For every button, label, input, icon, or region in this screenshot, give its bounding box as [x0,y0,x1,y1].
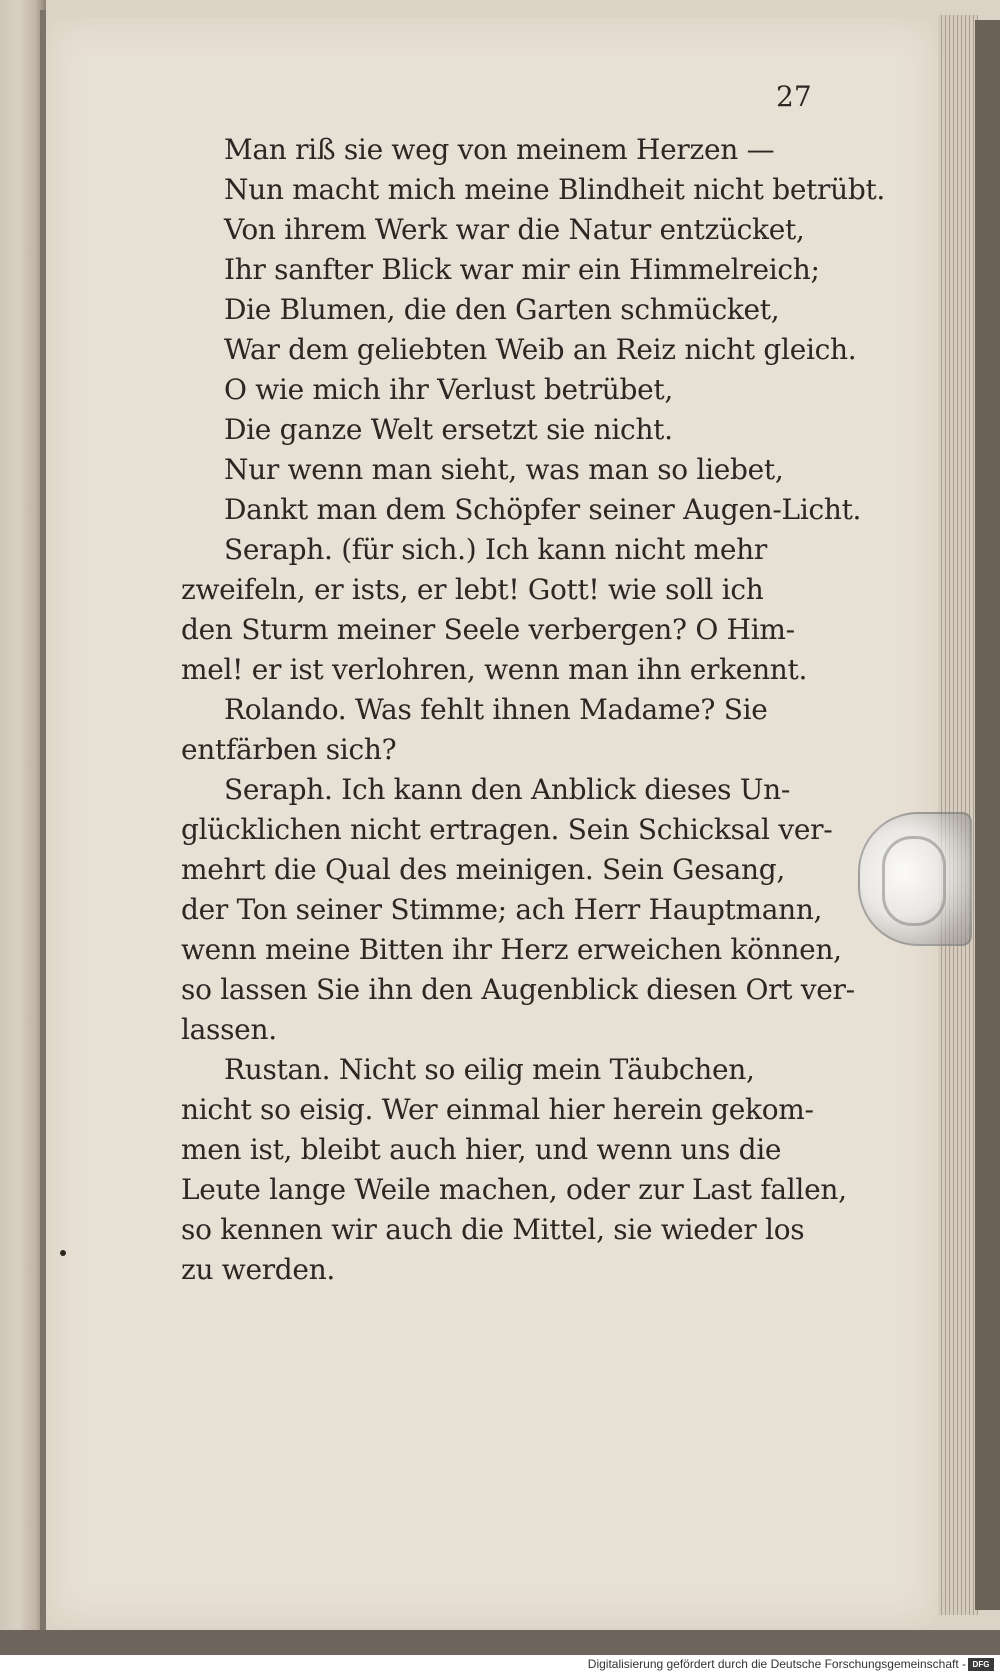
text-line: wenn meine Bitten ihr Herz erweichen können, [181,933,842,966]
text-line: nicht so eisig. Wer einmal hier herein gekom- [181,1093,814,1126]
text-line: Die Blumen, die den Garten schmücket, [224,293,780,326]
background-edge [975,20,1000,1610]
ink-speck [60,1250,66,1256]
text-line: Ihr sanfter Blick war mir ein Himmelreich; [224,253,820,286]
text-line: O wie mich ihr Verlust betrübet, [224,373,673,406]
funding-credit: Digitalisierung gefördert durch die Deutsche Forschungsgemeinschaft - [587,1657,966,1671]
text-line: Nun macht mich meine Blindheit nicht betrübt. [224,173,886,206]
text-line: lassen. [181,1013,277,1046]
speaker-line: Seraph. (für sich.) Ich kann nicht mehr [224,533,767,566]
text-line: so kennen wir auch die Mittel, sie wieder los [181,1213,805,1246]
dfg-logo-badge: DFG [968,1658,994,1671]
clip-ring [882,836,946,926]
speaker-line: Seraph. Ich kann den Anblick dieses Un- [224,773,791,806]
text-line: zweifeln, er ists, er lebt! Gott! wie soll ich [181,573,764,606]
page-holder-clip [858,812,972,946]
text-line: entfärben sich? [181,733,397,766]
text-line: mel! er ist verlohren, wenn man ihn erkennt. [181,653,808,686]
digitization-footer [0,1655,1000,1675]
text-line: der Ton seiner Stimme; ach Herr Hauptmann, [181,893,823,926]
text-line: so lassen Sie ihn den Augenblick diesen Ort ver- [181,973,855,1006]
text-line: Man riß sie weg von meinem Herzen — [224,133,775,166]
text-line: Leute lange Weile machen, oder zur Last fallen, [181,1173,847,1206]
text-line: zu werden. [181,1253,336,1286]
speaker-line: Rustan. Nicht so eilig mein Täubchen, [224,1053,755,1086]
page-number: 27 [776,80,812,113]
text-line: mehrt die Qual des meinigen. Sein Gesang, [181,853,785,886]
text-line: Von ihrem Werk war die Natur entzücket, [224,213,805,246]
bottom-shadow [0,1630,1000,1655]
text-line: Dankt man dem Schöpfer seiner Augen-Licht. [224,493,862,526]
text-line: den Sturm meiner Seele verbergen? O Him- [181,613,795,646]
text-line: War dem geliebten Weib an Reiz nicht gleich. [224,333,857,366]
text-line: Nur wenn man sieht, was man so liebet, [224,453,784,486]
text-line: glücklichen nicht ertragen. Sein Schicksal ver- [181,813,833,846]
speaker-line: Rolando. Was fehlt ihnen Madame? Sie [224,693,768,726]
text-line: Die ganze Welt ersetzt sie nicht. [224,413,673,446]
text-line: men ist, bleibt auch hier, und wenn uns die [181,1133,782,1166]
book-page [46,18,938,1628]
